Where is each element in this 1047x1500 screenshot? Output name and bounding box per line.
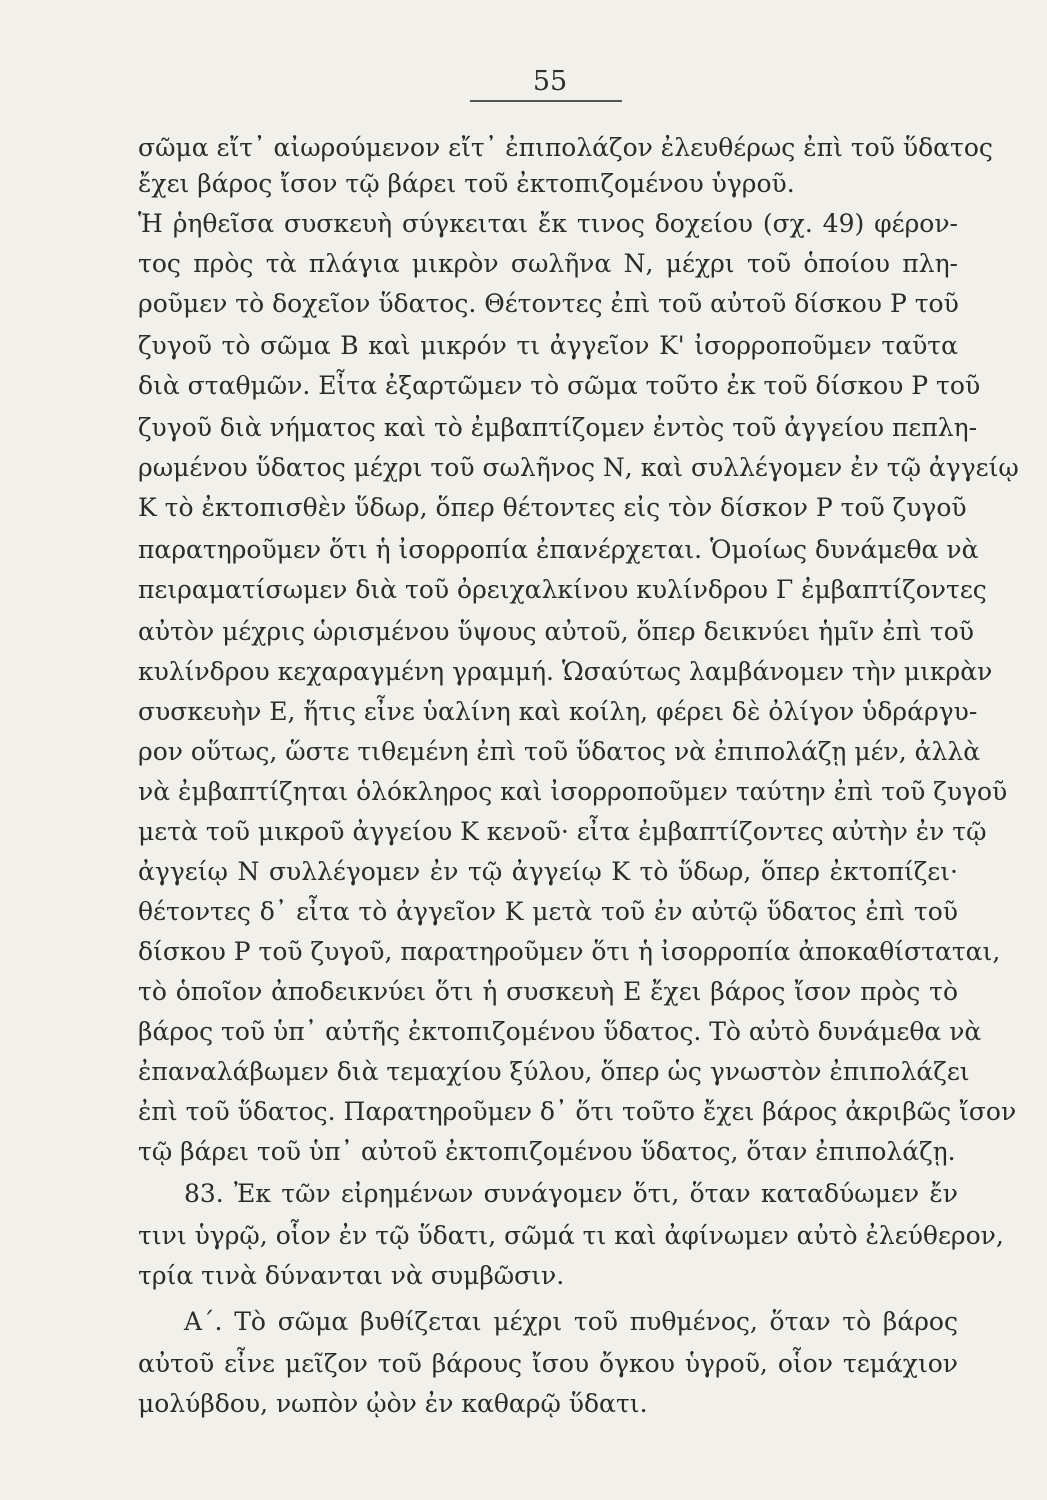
text-line: ροῦμεν τὸ δοχεῖον ὕδατος. Θέτοντες ἐπὶ τοῦ αὐτοῦ δίσκου Ρ τοῦ <box>138 289 959 318</box>
text-line: σῶμα εἴτ᾽ αἰωρούμενον εἴτ᾽ ἐπιπολάζον ἐλευθέρως ἐπὶ τοῦ ὕδατος <box>138 133 993 162</box>
text-line: μολύβδου, νωπὸν ᾠὸν ἐν καθαρῷ ὕδατι. <box>138 1389 648 1418</box>
text-line: Ἡ ῥηθεῖσα συσκευὴ σύγκειται ἔκ τινος δοχείου (σχ. 49) φέρον- <box>138 209 958 238</box>
text-line: τινι ὑγρῷ, οἷον ἐν τῷ ὕδατι, σῶμά τι καὶ ἀφίνωμεν αὐτὸ ἐλεύθερον, <box>138 1221 1004 1250</box>
text-line: αὐτὸν μέχρις ὡρισμένου ὕψους αὐτοῦ, ὅπερ δεικνύει ἡμῖν ἐπὶ τοῦ <box>138 617 974 646</box>
text-line: δίσκου Ρ τοῦ ζυγοῦ, παρατηροῦμεν ὅτι ἡ ἰσορροπία ἀποκαθίσταται, <box>138 937 1001 966</box>
text-line: θέτοντες δ᾽ εἶτα τὸ ἀγγεῖον Κ μετὰ τοῦ ἐν αὐτῷ ὕδατος ἐπὶ τοῦ <box>138 897 958 926</box>
header-rule <box>470 100 622 102</box>
text-line: τὸ ὁποῖον ἀποδεικνύει ὅτι ἡ συσκευὴ Ε ἔχει βάρος ἴσον πρὸς τὸ <box>138 977 958 1006</box>
text-line: παρατηροῦμεν ὅτι ἡ ἰσορροπία ἐπανέρχεται. Ὁμοίως δυνάμεθα νὰ <box>138 535 979 564</box>
text-line: νὰ ἐμβαπτίζηται ὁλόκληρος καὶ ἰσορροποῦμεν ταύτην ἐπὶ τοῦ ζυγοῦ <box>138 777 1008 806</box>
text-line: Κ τὸ ἐκτοπισθὲν ὕδωρ, ὅπερ θέτοντες εἰς τὸν δίσκον Ρ τοῦ ζυγοῦ <box>138 493 967 522</box>
item-a-first-line: Α΄. Τὸ σῶμα βυθίζεται μέχρι τοῦ πυθμένος, ὅταν τὸ βάρος <box>184 1307 958 1336</box>
text-line: ζυγοῦ τὸ σῶμα Β καὶ μικρόν τι ἀγγεῖον Κ' ἰσορροποῦμεν ταῦτα <box>138 331 958 360</box>
text-line: τῷ βάρει τοῦ ὑπ᾽ αὐτοῦ ἐκτοπιζομένου ὕδατος, ὅταν ἐπιπολάζῃ. <box>138 1137 956 1166</box>
text-line: τρία τινὰ δύνανται νὰ συμβῶσιν. <box>138 1261 565 1290</box>
text-line: ἐπὶ τοῦ ὕδατος. Παρατηροῦμεν δ᾽ ὅτι τοῦτο ἔχει βάρος ἀκριβῶς ἴσον <box>138 1097 1017 1126</box>
text-line: πειραματίσωμεν διὰ τοῦ ὀρειχαλκίνου κυλίνδρου Γ ἐμβαπτίζοντες <box>138 575 987 604</box>
section-83-first-line: 83. Ἐκ τῶν εἰρημένων συνάγομεν ὅτι, ὅταν καταδύωμεν ἔν <box>184 1179 958 1208</box>
text-line: συσκευὴν Ε, ἥτις εἶνε ὑαλίνη καὶ κοίλη, φέρει δὲ ὀλίγον ὑδράργυ- <box>138 697 978 726</box>
text-line: τος πρὸς τὰ πλάγια μικρὸν σωλῆνα Ν, μέχρι τοῦ ὁποίου πλη- <box>138 249 958 278</box>
text-line: κυλίνδρου κεχαραγμένη γραμμή. Ὡσαύτως λαμβάνομεν τὴν μικρὰν <box>138 657 993 686</box>
text-line: ρωμένου ὕδατος μέχρι τοῦ σωλῆνος Ν, καὶ συλλέγομεν ἐν τῷ ἀγγείῳ <box>138 453 1019 482</box>
page-number: 55 <box>532 66 568 97</box>
text-line: διὰ σταθμῶν. Εἶτα ἐξαρτῶμεν τὸ σῶμα τοῦτο ἐκ τοῦ δίσκου Ρ τοῦ <box>138 371 981 400</box>
text-line: ἔχει βάρος ἴσον τῷ βάρει τοῦ ἐκτοπιζομένου ὑγροῦ. <box>138 169 795 198</box>
text-line: ἀγγείῳ Ν συλλέγομεν ἐν τῷ ἀγγείῳ Κ τὸ ὕδωρ, ὅπερ ἐκτοπίζει· <box>138 857 958 886</box>
text-line: ἐπαναλάβωμεν διὰ τεμαχίου ξύλου, ὅπερ ὡς γνωστὸν ἐπιπολάζει <box>138 1057 970 1086</box>
text-line: αὐτοῦ εἶνε μεῖζον τοῦ βάρους ἴσου ὄγκου ὑγροῦ, οἷον τεμάχιον <box>138 1349 958 1378</box>
text-line: βάρος τοῦ ὑπ᾽ αὐτῆς ἐκτοπιζομένου ὕδατος. Τὸ αὐτὸ δυνάμεθα νὰ <box>138 1017 982 1046</box>
text-line: ζυγοῦ διὰ νήματος καὶ τὸ ἐμβαπτίζομεν ἐντὸς τοῦ ἀγγείου πεπλη- <box>138 413 978 442</box>
text-line: μετὰ τοῦ μικροῦ ἀγγείου Κ κενοῦ· εἶτα ἐμβαπτίζοντες αὐτὴν ἐν τῷ <box>138 817 987 846</box>
text-line: ρον οὕτως, ὥστε τιθεμένη ἐπὶ τοῦ ὕδατος νὰ ἐπιπολάζῃ μέν, ἀλλὰ <box>138 737 981 766</box>
